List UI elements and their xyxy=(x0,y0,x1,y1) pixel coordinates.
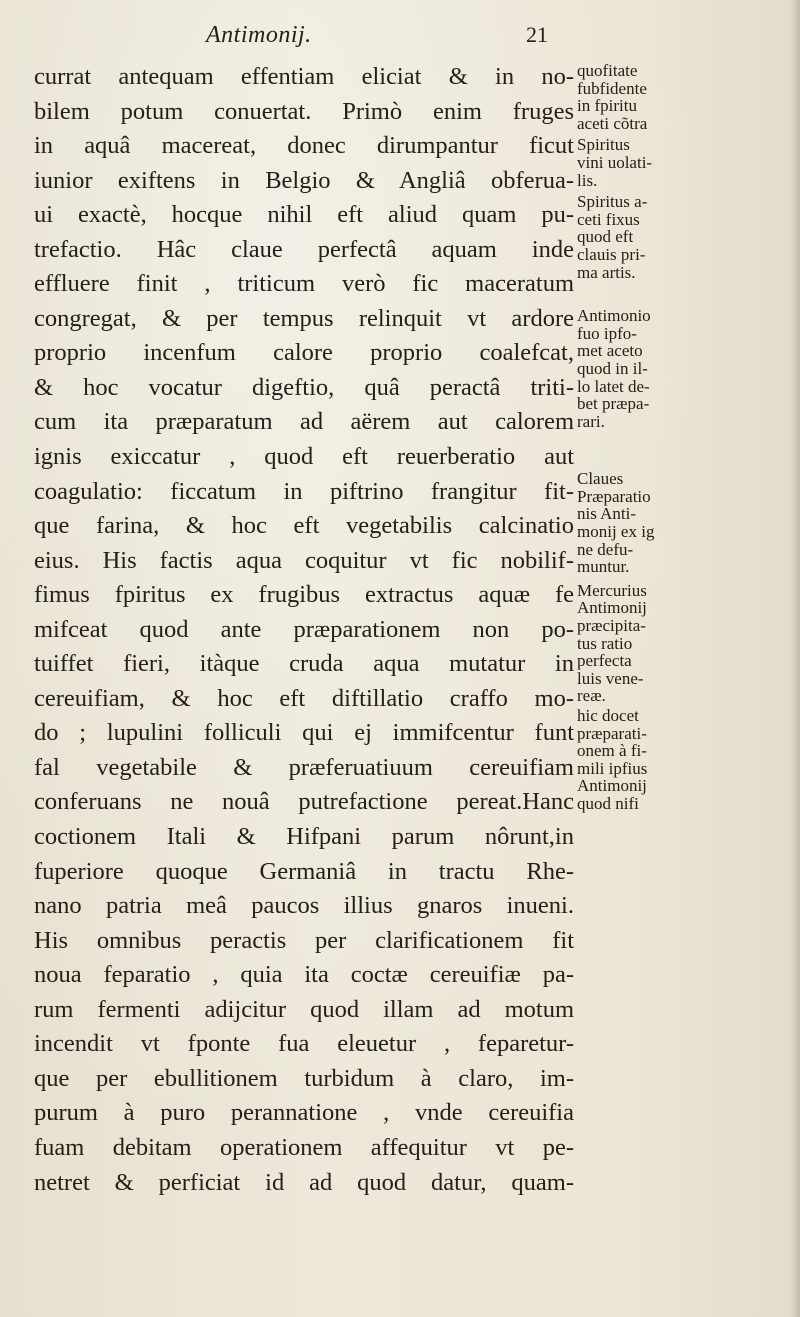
text-line: iunior exiftens in Belgio & Angliâ obferua- xyxy=(34,166,574,194)
text-line: purum à puro perannatione , vnde cereuifia xyxy=(34,1099,574,1127)
note-line: Mercurius xyxy=(577,580,647,600)
note-line: Claues xyxy=(577,469,624,489)
note-line: Antimonij xyxy=(577,598,647,618)
text-line: cum ita præparatum ad aërem aut calorem xyxy=(34,408,574,436)
text-line: conferuans ne nouâ putrefactione pereat.Hanc xyxy=(34,788,574,816)
note-line: ceti fixus xyxy=(577,209,640,229)
note-line: ma artis. xyxy=(577,262,636,282)
note-line: Spiritus xyxy=(577,135,630,155)
text-line: proprio incenfum calore proprio coalefcat, xyxy=(34,339,574,367)
body-text-column xyxy=(34,60,574,1200)
text-line: coctionem Itali & Hifpani parum nôrunt,in xyxy=(34,823,574,851)
text-line: trefactio. Hâc claue perfectâ aquam inde xyxy=(34,235,574,263)
note-line: lis. xyxy=(577,170,598,190)
note-line: perfecta xyxy=(577,651,632,671)
text-line: in aquâ macereat, donec dirumpantur ficut xyxy=(34,132,574,160)
note-line: præcipita- xyxy=(577,616,646,636)
text-line: netret & perficiat id ad quod datur, quam- xyxy=(34,1168,574,1196)
marginal-note xyxy=(577,582,782,705)
marginal-note xyxy=(577,707,782,813)
note-line: tus ratio xyxy=(577,633,633,653)
text-line: que farina, & hoc eft vegetabilis calcinatio xyxy=(34,512,574,540)
note-line: clauis pri- xyxy=(577,244,646,264)
text-line: ui exactè, hocque nihil eft aliud quam pu- xyxy=(34,201,574,229)
note-line: rari. xyxy=(577,411,605,431)
text-line: & hoc vocatur digeftio, quâ peractâ triti- xyxy=(34,373,574,401)
note-line: monij ex ig xyxy=(577,522,655,542)
note-line: quod eft xyxy=(577,227,634,247)
text-line: tuiffet fieri, itàque cruda aqua mutatur in xyxy=(34,650,574,678)
text-line: eius. His factis aqua coquitur vt fic nobilif- xyxy=(34,546,574,574)
marginal-note xyxy=(577,307,782,430)
note-line: met aceto xyxy=(577,341,643,361)
note-line: mili ipfius xyxy=(577,758,648,778)
text-line: mifceat quod ante præparationem non po- xyxy=(34,615,574,643)
note-line: reæ. xyxy=(577,686,606,706)
text-line: do ; lupulini folliculi qui ej immifcentur funt xyxy=(34,719,574,747)
note-line: fubfidente xyxy=(577,78,647,98)
note-line: Præparatio xyxy=(577,486,651,506)
marginal-note xyxy=(577,62,782,132)
text-line: His omnibus peractis per clarificationem fit xyxy=(34,926,574,954)
note-line: quod in il- xyxy=(577,358,648,378)
note-line: nis Anti- xyxy=(577,504,637,524)
marginal-notes xyxy=(577,62,782,813)
note-line: vini uolati- xyxy=(577,152,653,172)
note-line: hic docet xyxy=(577,706,639,725)
note-line: Spiritus a- xyxy=(577,192,648,212)
text-line: fuperiore quoque Germaniâ in tractu Rhe- xyxy=(34,857,574,885)
text-line: rum fermenti adijcitur quod illam ad motum xyxy=(34,995,574,1023)
text-line: noua feparatio , quia ita coctæ cereuifiæ pa- xyxy=(34,961,574,989)
note-line: muntur. xyxy=(577,557,630,577)
marginal-note xyxy=(577,193,782,281)
note-line: præparati- xyxy=(577,723,647,743)
text-line: congregat, & per tempus relinquit vt ardore xyxy=(34,304,574,332)
running-head: Antimonij. xyxy=(206,22,312,48)
note-line: bet præpa- xyxy=(577,394,650,414)
note-line: luis vene- xyxy=(577,668,644,688)
marginal-note xyxy=(577,136,782,189)
page-number: 21 xyxy=(526,22,548,47)
text-line: que per ebullitionem turbidum à claro, im- xyxy=(34,1064,574,1092)
note-line: fuo ipfo- xyxy=(577,323,637,343)
note-line: aceti cõtra xyxy=(577,113,648,133)
page-header xyxy=(0,22,590,52)
text-line: coagulatio: ficcatum in piftrino frangitur fit- xyxy=(34,477,574,505)
note-line: quod nifi xyxy=(577,793,639,813)
text-line: fal vegetabile & præferuatiuum cereuifiam xyxy=(34,753,574,781)
marginal-note xyxy=(577,470,782,576)
note-line: lo latet de- xyxy=(577,376,650,396)
note-line: Antimonio xyxy=(577,306,651,326)
text-line: nano patria meâ paucos illius gnaros inueni. xyxy=(34,892,574,920)
note-line: onem à fi- xyxy=(577,741,647,761)
text-line: fimus fpiritus ex frugibus extractus aquæ fe xyxy=(34,581,574,609)
page-edge-shadow xyxy=(790,0,800,1317)
text-line: effluere finit , triticum verò fic maceratum xyxy=(34,270,574,298)
note-line: in fpiritu xyxy=(577,96,637,116)
note-line: quofitate xyxy=(577,61,638,80)
text-line: incendit vt fponte fua eleuetur , feparetur- xyxy=(34,1030,574,1058)
note-line: Antimonij xyxy=(577,776,647,796)
note-line: ne defu- xyxy=(577,539,634,559)
text-line: currat antequam effentiam eliciat & in no- xyxy=(34,63,574,90)
text-line: cereuifiam, & hoc eft diftillatio craffo mo- xyxy=(34,684,574,712)
text-line: ignis exiccatur , quod eft reuerberatio aut xyxy=(34,443,574,471)
text-line: bilem potum conuertat. Primò enim fruges xyxy=(34,97,574,125)
text-line: fuam debitam operationem affequitur vt pe- xyxy=(34,1133,574,1161)
